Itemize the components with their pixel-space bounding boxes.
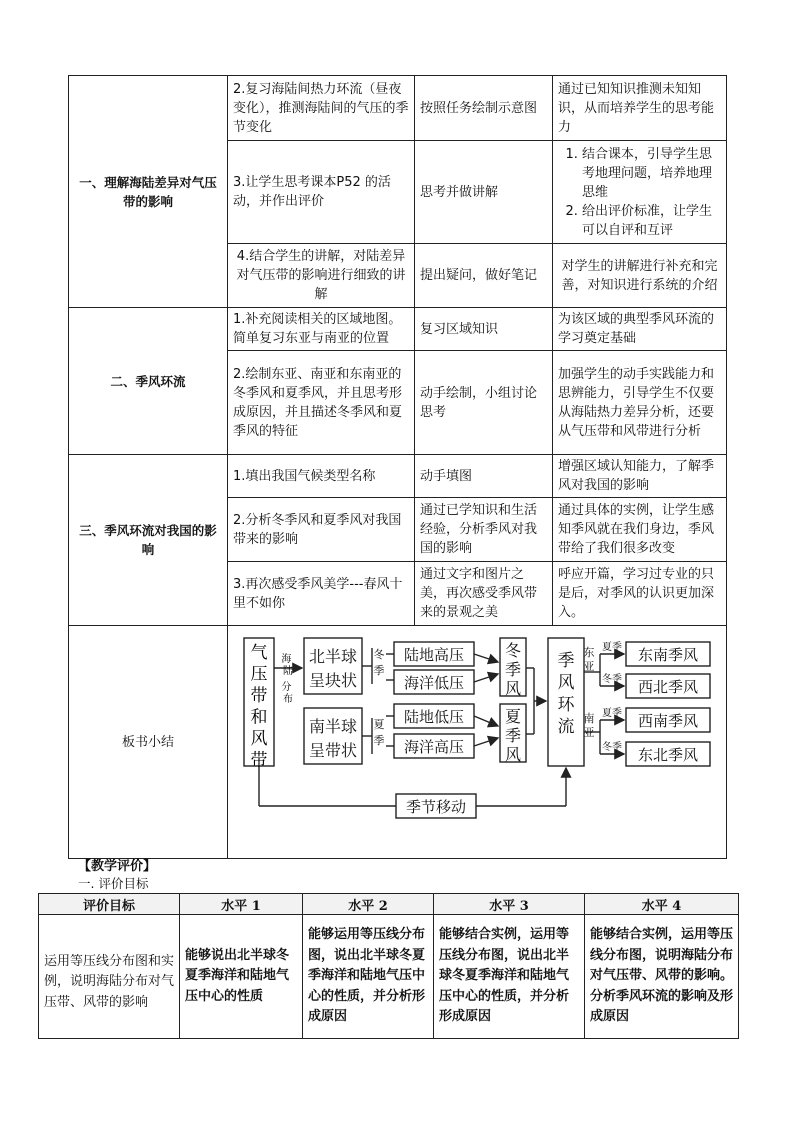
eval-level-3: 能够结合实例，运用等压线分布图，说出北半球冬夏季海洋和陆地气压中心的性质，并分析形成原因 [434,915,585,1039]
pressure-label: 海洋高压 [403,738,465,756]
design-intent: 加强学生的动手实践能力和思辨能力，引导学生不仅要从海陆热力差异分析，还要从气压带和风带进行分析 [553,351,727,455]
pressure-label: 陆地高压 [403,646,465,664]
winter-label: 冬季 [373,648,385,677]
eval-level-1: 能够说出北半球冬夏季海洋和陆地气压中心的性质 [180,915,303,1039]
student-activity: 通过文字和图片之美，再次感受季风带来的景观之美 [415,562,553,626]
summary-label: 板书小结 [69,626,228,859]
table-row [69,455,727,498]
design-intent: 通过已知知识推测未知知识，从而培养学生的思考能力 [553,76,727,141]
design-intent [553,141,727,244]
wind-label: 西南季风 [637,712,699,730]
summary-diagram-cell [228,626,727,859]
column-header: 水平 1 [180,894,303,915]
teacher-content: 3.再次感受季风美学---春风十里不如你 [228,562,415,626]
table-row [69,76,727,141]
root-label: 气压带和风带 [250,643,268,771]
summer-label: 夏季 [373,718,385,747]
design-intent: 通过具体的实例，让学生感知季风就在我们身边，季风带给了我们很多改变 [553,498,727,562]
teacher-content: 4.结合学生的讲解，对陆差异对气压带的影响进行细致的讲解 [228,244,415,308]
design-intent: 增强区域认知能力，了解季风对我国的影响 [553,455,727,498]
link-char: 海 [281,654,292,665]
season-label: 冬季 [602,674,622,685]
pressure-label: 海洋低压 [403,674,465,692]
circulation-label: 季风环流 [557,651,575,737]
design-intent: 呼应开篇，学习过专业的只是后，对季风的认识更加深入。 [553,562,727,626]
list-item: 2. 给出评价标准，让学生可以自评和互评 [582,202,721,240]
east-asia-label: 东亚 [583,646,595,673]
student-activity: 动手绘制，小组讨论思考 [415,351,553,455]
lesson-plan-table [68,75,727,859]
student-activity: 动手填图 [415,455,553,498]
season-label: 夏季 [602,708,622,719]
student-activity: 提出疑问，做好笔记 [415,244,553,308]
winter-monsoon-label: 冬季风 [504,641,522,698]
eval-level-2: 能够运用等压线分布图，说出北半球冬夏季海洋和陆地气压中心的性质，并分析形成原因 [303,915,434,1039]
list-item: 1. 结合课本，引导学生思考地理问题，培养地理思维 [582,145,721,202]
link-bottom-label [281,680,294,705]
pressure-label: 陆地低压 [403,708,465,726]
teacher-content: 1.补充阅读相关的区域地图。简单复习东亚与南亚的位置 [228,308,415,351]
link-char: 分 [281,682,292,693]
link-char: 布 [283,694,293,705]
north-hemisphere-label: 北半球呈块状 [308,647,358,690]
wind-label: 东北季风 [637,746,699,764]
teacher-content: 2.绘制东亚、南亚和东南亚的冬季风和夏季风，并且思考形成原因，并且描述冬季风和夏季风的特征 [228,351,415,455]
student-activity: 思考并做讲解 [415,141,553,244]
evaluation-heading: 【教学评价】 [78,859,157,874]
section-title: 一、理解海陆差异对气压带的影响 [69,76,228,308]
seasonal-shift-label: 季节移动 [405,798,467,816]
eval-goal: 运用等压线分布图和实例，说明海陆分布对气压带、风带的影响 [39,915,180,1039]
season-label: 夏季 [602,642,622,653]
south-hemisphere-label: 南半球呈带状 [308,717,358,760]
student-activity: 复习区域知识 [415,308,553,351]
section-title: 三、季风环流对我国的影响 [69,455,228,626]
table-row [39,915,739,1039]
section-title: 二、季风环流 [69,308,228,455]
link-char: 陆 [283,666,293,677]
student-activity: 按照任务绘制示意图 [415,76,553,141]
table-row [69,308,727,351]
season-label: 冬季 [602,742,622,753]
teacher-content: 1.填出我国气候类型名称 [228,455,415,498]
column-header: 水平 4 [585,894,739,915]
eval-level-4: 能够结合实例，运用等压线分布图，说明海陆分布对气压带、风带的影响。分析季风环流的影响及形成原因 [585,915,739,1039]
wind-label: 东南季风 [637,646,699,664]
teacher-content: 3.让学生思考课本P52 的活动，并作出评价 [228,141,415,244]
column-header: 水平 3 [434,894,585,915]
design-intent: 对学生的讲解进行补充和完善，对知识进行系统的介绍 [553,244,727,308]
teacher-content: 2.分析冬季风和夏季风对我国带来的影响 [228,498,415,562]
south-asia-label: 南亚 [583,712,595,739]
design-intent: 为该区域的典型季风环流的学习奠定基础 [553,308,727,351]
table-row [69,626,727,859]
header-row [39,894,739,915]
monsoon-diagram [228,626,726,852]
student-activity: 通过已学知识和生活经验，分析季风对我国的影响 [415,498,553,562]
summer-monsoon-label: 夏季风 [504,707,522,764]
wind-label: 西北季风 [637,678,699,696]
teacher-content: 2.复习海陆间热力环流（昼夜变化），推测海陆间的气压的季节变化 [228,76,415,141]
column-header: 评价目标 [39,894,180,915]
link-top-label [281,652,294,677]
evaluation-subheading: 一. 评价目标 [78,876,149,891]
column-header: 水平 2 [303,894,434,915]
evaluation-table [38,893,739,1039]
